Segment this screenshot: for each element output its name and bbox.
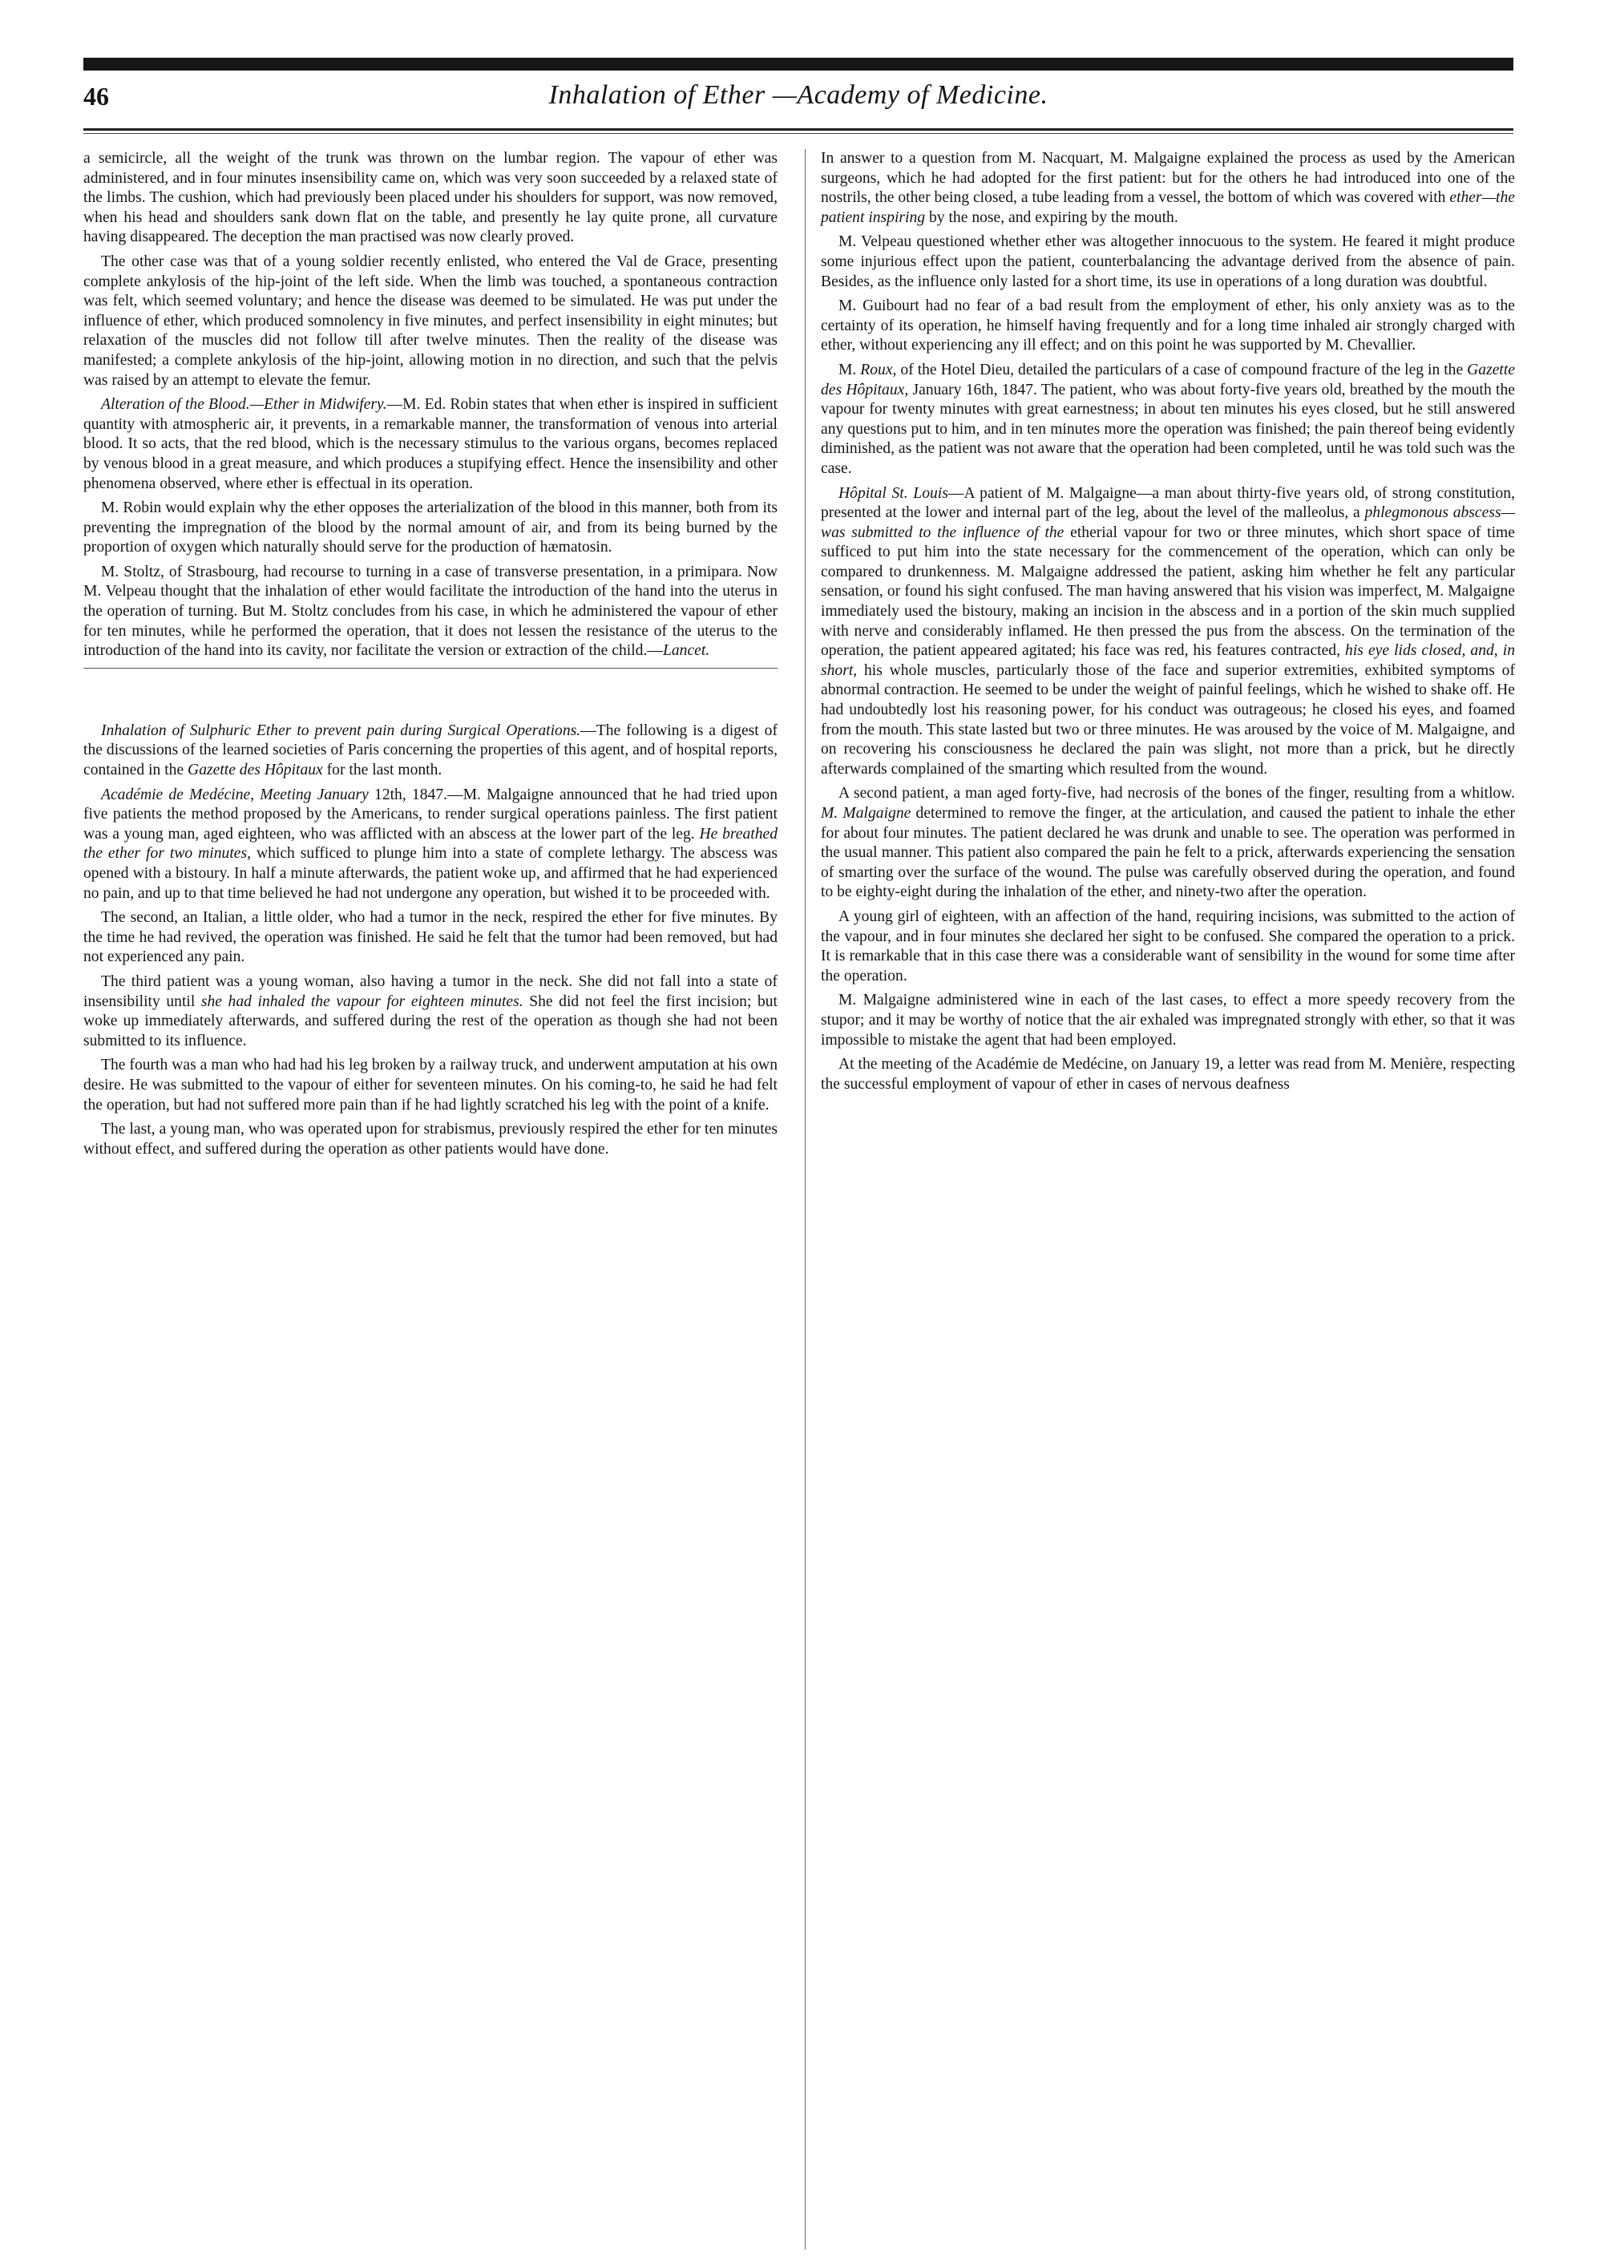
paragraph-text: M. bbox=[838, 361, 861, 378]
paragraph: M. Velpeau questioned whether ether was altogether innocuous to the system. He feared it might produce some injurious effect upon the patient, counterbalancing the advantage derived from the absence of pain. Besides, as the influence only lasted for a short time, its use in operations of a long duration was doubtful. bbox=[821, 233, 1515, 290]
section-heading: Hôpital St. Louis bbox=[838, 484, 948, 502]
paragraph bbox=[821, 484, 1515, 780]
paragraph: A young girl of eighteen, with an affection of the hand, requiring incisions, was submitted to the action of the vapour, and in four minutes she declared her sight to be confused. She compared the operation to a prick. It is remarkable that in this case there was a considerable want of sensibility in the wound for some time after the operation. bbox=[821, 908, 1515, 984]
emphasis: his eye lids closed, and, in short, bbox=[821, 642, 1515, 679]
paragraph bbox=[83, 395, 778, 494]
paragraph-text: of the Hotel Dieu, detailed the particulars of a case of compound fracture of the leg in the bbox=[896, 361, 1468, 378]
paragraph bbox=[821, 149, 1515, 228]
paragraph bbox=[821, 784, 1515, 903]
emphasis: phlegmonous abscess—was submitted to the influence of the bbox=[821, 504, 1515, 541]
right-column bbox=[821, 149, 1515, 1099]
journal-name: Gazette des Hôpitaux bbox=[188, 762, 323, 779]
paragraph-text: —M. Ed. Robin states that when ether is inspired in sufficient quantity with atmospheric air, it prevents, in a remarkable manner, the transformation of venous into arterial blood. It so acts, that the red blood, which is the necessary stimulus to the various organs, becomes replaced by venous blood in a great measure, and which produces a stupifying effect. Hence the insensibility and other phenomena observed, where ether is effectual in its operation. bbox=[83, 396, 778, 492]
paragraph-text: She did not feel the first incision; but woke up immediately afterwards, and suffered during the rest of the operation as though she had not been submitted to its influence. bbox=[83, 993, 778, 1049]
section-heading: Alteration of the Blood.—Ether in Midwifery. bbox=[101, 396, 387, 414]
page-number: 46 bbox=[83, 82, 109, 111]
paragraph-text: 12th, 1847.—M. Malgaigne announced that he had tried upon five patients the method proposed by the Americans, to render surgical operations painless. The first patient was a young man, aged eighteen, who was afflicted with an abscess at the lower part of the leg. bbox=[83, 786, 778, 843]
emphasis: He breathed the ether for two minutes, bbox=[83, 825, 778, 863]
paragraph: The second, an Italian, a little older, who had a tumor in the neck, respired the ether for five minutes. By the time he had revived, the operation was finished. He said he felt that the tumor had been removed, but had not experienced any pain. bbox=[83, 909, 778, 966]
paragraph-text: The third patient was a young woman, also having a tumor in the neck. She did not fall into a state of insensibility until bbox=[83, 972, 778, 1010]
paragraph: M. Malgaigne administered wine in each of the last cases, to effect a more speedy recovery from the stupor; and it may be worthy of notice that the air exhaled was impregnated strongly with ether, so that it was impossible to mistake the agent that had been employed. bbox=[821, 992, 1515, 1049]
paragraph bbox=[821, 361, 1515, 479]
paragraph-text: —The following is a digest of the discussions of the learned societies of Paris concerning the properties of this agent, and of hospital reports, contained in the bbox=[83, 722, 778, 779]
section-separator bbox=[83, 668, 778, 669]
emphasis: Roux, bbox=[860, 361, 897, 378]
paragraph: M. Robin would explain why the ether opposes the arterialization of the blood in this manner, both from its preventing the impregnation of the blood by the normal amount of air, and from its being burned by the proportion of oxygen which naturally should serve for the production of hæmatosin. bbox=[83, 499, 778, 556]
paragraph-text: determined to remove the finger, at the articulation, and caused the patient to inhale the ether for about four minutes. The patient declared he was drunk and unable to see. The operation was performed in the usual manner. This patient also compared the pain he felt to a prick, afterwards experiencing the sensation of smarting over the surface of the wound. The pulse was carefully observed during the operation, and found to be eighty-eight during the inhalation of the ether, and ninety-two after the operation. bbox=[821, 805, 1515, 901]
header-rule-thin bbox=[83, 133, 1513, 134]
emphasis: she had inhaled the vapour for eighteen minutes. bbox=[200, 993, 523, 1010]
emphasis: ether—the patient inspiring bbox=[821, 189, 1515, 226]
paragraph: a semicircle, all the weight of the trunk was thrown on the lumbar region. The vapour of ether was administered, and in four minutes insensibility came on, which was very soon succeeded by a relaxed state of the limbs. The cushion, which had previously been placed under his shoulders for support, was now removed, when his head and shoulders sank down flat on the table, and presently he lay quite prone, all curvature having disappeared. The deception the man practised was now clearly proved. bbox=[83, 150, 778, 246]
paragraph: M. Guibourt had no fear of a bad result from the employment of ether, his only anxiety was as to the certainty of its operation, he himself having frequently and for a long time inhaled air strongly charged with ether, without experiencing any ill effect; and on this point he was supported by M. Chevallier. bbox=[821, 297, 1515, 354]
running-title: Inhalation of Ether —Academy of Medicine. bbox=[548, 80, 1048, 110]
paragraph-text: A second patient, a man aged forty-five, had necrosis of the bones of the finger, resulting from a whitlow. bbox=[838, 785, 1515, 802]
paragraph-text: January 16th, 1847. The patient, who was about forty-five years old, breathed by the mouth the vapour for twenty minutes with great earnestness; in about ten minutes his eyes closed, but he still answered any questions put to him, and in ten minutes more the operation was finished; the pain thereof being evidently diminished, as the patient was not aware that the operation had been completed, until he was told such was the case. bbox=[821, 381, 1515, 477]
source-citation: Lancet. bbox=[662, 642, 710, 660]
column-divider bbox=[805, 149, 806, 2250]
paragraph-text: which sufficed to plunge him into a state of complete lethargy. The abscess was opened with a bistoury. In half a minute afterwards, the patient woke up, and affirmed that he had experienced no pain, and up to that time believed he had not undergone any operation, but wished it to be proceeded with. bbox=[83, 845, 778, 902]
header-rule bbox=[83, 128, 1513, 131]
paragraph: At the meeting of the Académie de Medécine, on January 19, a letter was read from M. Menière, respecting the successful employment of vapour of ether in cases of nervous deafness bbox=[821, 1056, 1515, 1093]
paragraph: The fourth was a man who had had his leg broken by a railway truck, and underwent amputation at his own desire. He was submitted to the vapour of either for seventeen minutes. On his coming-to, he said he had felt the operation, but had not suffered more pain than if he had lightly scratched his leg with the point of a knife. bbox=[83, 1057, 778, 1114]
paragraph-text: etherial vapour for two or three minutes, which short space of time sufficed to put him into the state necessary for the commencement of the operation, which can only be compared to drunkenness. M. Malgaigne addressed the patient, asking him whether he felt any particular sensation, or found his sight confused. The man having answered that his vision was imperfect, M. Malgaigne immediately used the bistoury, making an incision in the abscess and in a portion of the skin much supplied with nerve and considerably inflamed. He then pressed the pus from the abscess. On the termination of the operation, the patient appeared agitated; his face was red, his features contracted, bbox=[821, 524, 1515, 660]
paragraph-text: M. Stoltz, of Strasbourg, had recourse to turning in a case of transverse presentation, in a primipara. Now M. Velpeau thought that the inhalation of ether would facilitate the introduction of the hand into the uterus in the operation of turning. But M. Stoltz concludes from his case, in which he administered the vapour of ether for ten minutes, while he performed the operation, that it does not lessen the resistance of the uterus to the introduction of the hand into its cavity, nor facilitate the version or extraction of the child.— bbox=[83, 563, 778, 660]
page-header bbox=[83, 80, 1513, 125]
emphasis: M. Malgaigne bbox=[821, 805, 911, 822]
paragraph bbox=[83, 972, 778, 1051]
paragraph-text: for the last month. bbox=[322, 762, 442, 779]
section-heading: Inhalation of Sulphuric Ether to prevent pain during Surgical Operations. bbox=[101, 722, 581, 739]
left-column bbox=[83, 149, 778, 1164]
paragraph bbox=[83, 722, 778, 781]
paragraph: The last, a young man, who was operated upon for strabismus, previously respired the ether for ten minutes without effect, and suffered during the operation as other patients would have done. bbox=[83, 1121, 778, 1158]
paragraph bbox=[83, 786, 778, 904]
paragraph bbox=[83, 563, 778, 661]
paragraph: The other case was that of a young soldier recently enlisted, who entered the Val de Grace, presenting complete ankylosis of the hip-joint of the left side. When the limb was touched, a spontaneous contraction was felt, which seemed voluntary; and hence the disease was deemed to be simulated. He was put under the influence of ether, which produced somnolency in five minutes, and perfect insensibility in eight minutes; but relaxation of the muscles did not follow till after twelve minutes. Then the reality of the disease was manifested; a complete ankylosis of the hip-joint, allowing motion in no direction, and such that the pelvis was raised by an attempt to elevate the femur. bbox=[83, 253, 778, 389]
journal-name: Gazette des Hôpitaux, bbox=[821, 361, 1515, 398]
section-heading: Académie de Medécine, Meeting January bbox=[101, 786, 369, 803]
paragraph-text: —A patient of M. Malgaigne—a man about thirty-five years old, of strong constitution, presented at the lower and internal part of the leg, about the level of the malleolus, a bbox=[821, 484, 1515, 522]
top-rule bbox=[83, 58, 1513, 71]
paragraph-text: In answer to a question from M. Nacquart, M. Malgaigne explained the process as used by the American surgeons, which he had adopted for the first patient: but for the others he had introduced into one of the nostrils, the other being closed, a tube leading from a vessel, the bottom of which was covered with bbox=[821, 150, 1515, 207]
paragraph-text: by the nose, and expiring by the mouth. bbox=[925, 208, 1178, 226]
paragraph-text: his whole muscles, particularly those of the face and superior extremities, exhibited symptoms of abnormal contraction. He seemed to be under the weight of painful feelings, which he wished to shake off. He had undoubtedly lost his reasoning power, for his conduct was outrageous; he closed his eyes, and foamed from the mouth. This state lasted but two or three minutes. He was aroused by the voice of M. Malgaigne, and on recovering his consciousness he declared the pain was slight, not more than a prick, but he directly afterwards complained of the smarting which resulted from the wound. bbox=[821, 661, 1515, 778]
